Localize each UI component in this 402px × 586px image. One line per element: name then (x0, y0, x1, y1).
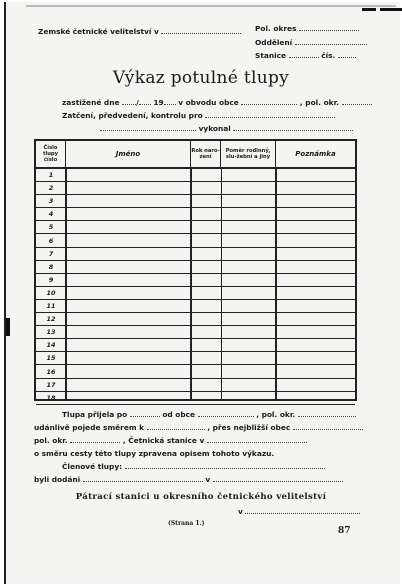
row-number: 4 (48, 210, 54, 219)
column-line (275, 167, 277, 399)
page-title: Výkaz potulné tlupy (112, 68, 290, 88)
row-number: 5 (48, 223, 54, 232)
table-row (36, 366, 355, 379)
header-note: Poznámka (295, 150, 336, 158)
table-row (36, 261, 355, 274)
table-row (36, 352, 355, 365)
table-row (36, 195, 355, 208)
station-line: pol. okr. , Četnická stanice v (34, 436, 307, 445)
row-number: 15 (46, 354, 56, 363)
table-row (36, 248, 355, 261)
row-number: 13 (46, 328, 56, 337)
header-name: Jméno (66, 141, 191, 167)
table-row (36, 235, 355, 248)
page-label: (Strana 1.) (168, 520, 205, 527)
scan-mark (6, 318, 10, 336)
row-number: 9 (48, 275, 54, 284)
table-row (36, 208, 355, 221)
row-number: 11 (46, 302, 56, 310)
column-line (221, 167, 222, 399)
table-row (36, 379, 355, 392)
search-station-line: Pátrací stanici u okresního četnického velitelství (75, 492, 327, 502)
row-number: 17 (46, 380, 56, 389)
arrived-line: Tlupa přijela po od obce , pol. okr. (62, 410, 356, 419)
table-row (36, 182, 355, 195)
header-birth-year: Rok naro-zení (191, 141, 221, 167)
table-row (36, 287, 355, 300)
header-relation: Poměr rodinný, slu-žební a jiný (221, 141, 276, 167)
row-number: 16 (46, 367, 56, 376)
caught-line: zastižené dne / 19 v obvodu obce , pol. okr. (62, 98, 372, 107)
table-row (36, 392, 355, 405)
row-number: 1 (48, 171, 54, 179)
table-row (36, 339, 355, 352)
page-number: 87 (338, 526, 351, 536)
route-notified-line: o směru cesty této tlupy zpravena opisem tohoto výkazu. (34, 449, 275, 458)
scan-mark (380, 8, 402, 11)
delivered-line: byli dodáni v (34, 475, 343, 484)
command-field: Zemské četnické velitelství v (38, 27, 241, 36)
row-number: 3 (48, 197, 54, 206)
direction-line: udánlivě pojede směrem k , přes nejbližší obec (34, 423, 363, 432)
department-field: Oddělení (255, 38, 367, 47)
table-row (36, 300, 355, 313)
row-number: 12 (46, 315, 56, 324)
scan-mark (362, 8, 376, 11)
column-line (65, 167, 67, 399)
station-field: Stanice čís. (255, 51, 356, 60)
performed-line: vykonal (100, 124, 353, 133)
table-row (36, 169, 355, 182)
row-number: 2 (48, 184, 54, 193)
row-number: 7 (48, 249, 54, 258)
table-row (36, 313, 355, 326)
table-row (36, 274, 355, 287)
header-number: Číslo tlupy číslo (36, 141, 66, 167)
column-line (190, 167, 192, 399)
members-line: Členové tlupy: (62, 462, 325, 471)
row-number: 14 (46, 341, 56, 350)
search-station-place: v (238, 507, 360, 516)
table-row (36, 221, 355, 234)
detention-line: Zatčení, předvedení, kontrolu pro (62, 111, 335, 120)
page-edge (26, 5, 396, 7)
district-field: Pol. okres (255, 24, 359, 33)
members-table (34, 139, 357, 401)
row-number: 18 (46, 393, 56, 402)
row-number: 10 (46, 288, 56, 297)
row-number: 8 (48, 262, 54, 271)
row-number: 6 (48, 236, 54, 245)
table-row (36, 326, 355, 339)
